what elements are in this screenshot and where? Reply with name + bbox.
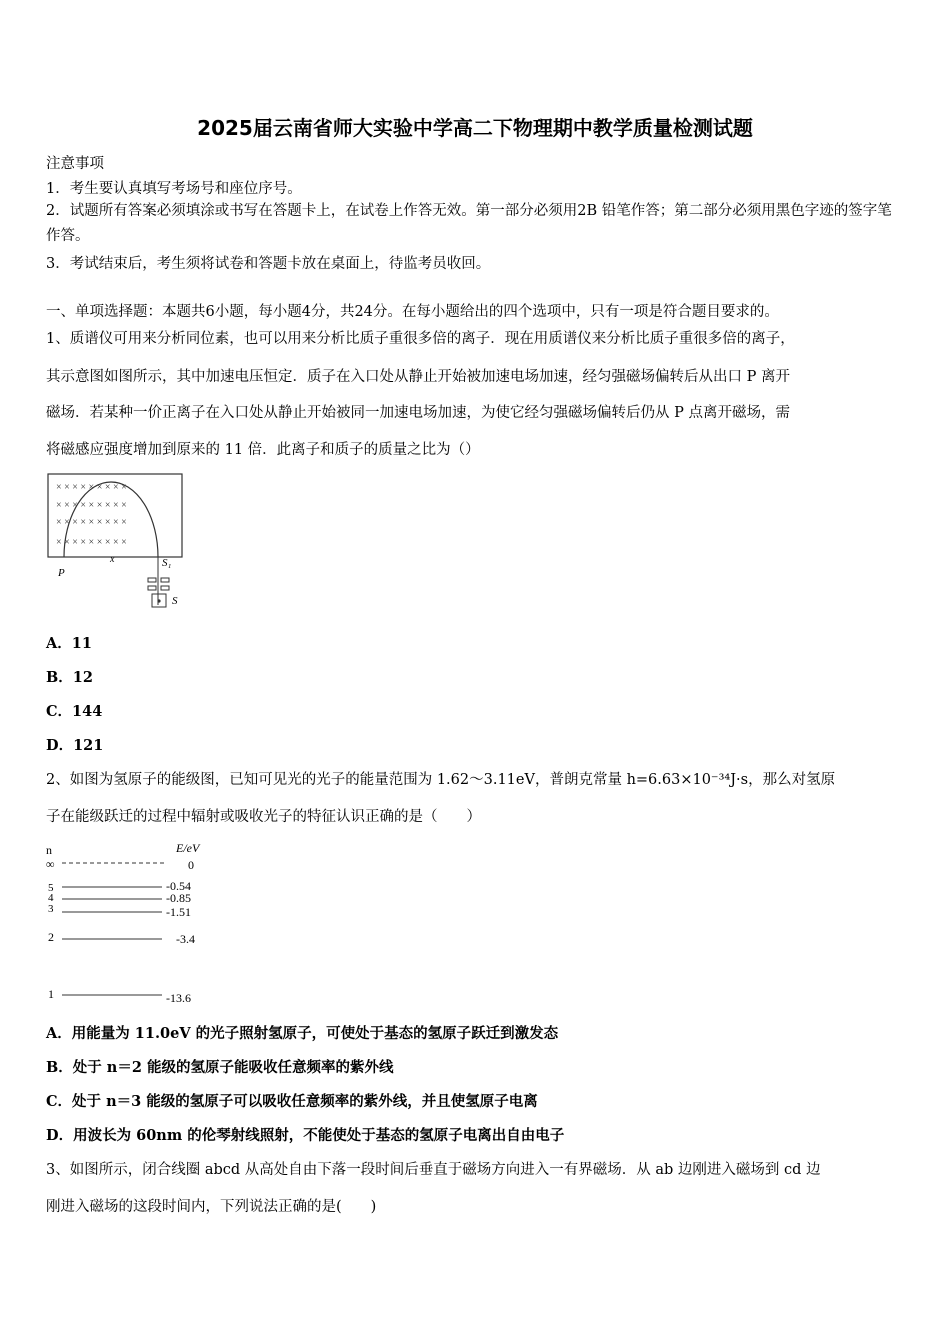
p-label: P	[58, 567, 65, 579]
svg-text:× × × × × × × × ×: × × × × × × × × ×	[56, 482, 127, 493]
notice-item: 2．试题所有答案必须填涂或书写在答题卡上，在试卷上作答无效。第一部分必须用2B 铅笔作答；第二部分必须用黑色字迹的签字笔作答。	[46, 203, 892, 244]
svg-text:× × × × × × × × ×: × × × × × × × × ×	[56, 500, 127, 511]
level-energy: -13.6	[166, 991, 191, 1005]
question-1-line: 1、质谱仪可用来分析同位素，也可以用来分析比质子重很多倍的离子．现在用质谱仪来分析比质子重很多倍的离子，	[46, 331, 795, 347]
option-d[interactable]: D．121	[46, 737, 104, 754]
question-1-line: 将磁感应强度增加到原来的 11 倍．此离子和质子的质量之比为（）	[46, 442, 480, 458]
option-d[interactable]: D．用波长为 60nm 的伦琴射线照射，不能使处于基态的氢原子电离出自由电子	[46, 1127, 565, 1144]
question-3-line: 3、如图所示，闭合线圈 abcd 从高处自由下落一段时间后垂直于磁场方向进入一有界磁场．从 ab 边刚进入磁场到 cd 边	[46, 1162, 821, 1178]
level-energy: -0.85	[166, 891, 191, 905]
notice-heading: 注意事项	[46, 156, 104, 172]
level-energy: -1.51	[166, 905, 191, 919]
level-n: 3	[48, 903, 54, 915]
energy-level-diagram	[44, 838, 224, 1008]
page-title: 2025届云南省师大实验中学高二下物理期中教学质量检测试题	[197, 116, 753, 140]
level-n: 4	[48, 892, 54, 904]
svg-text:× × × × × × × × ×: × × × × × × × × ×	[56, 537, 127, 548]
option-c[interactable]: C．处于 n＝3 能级的氢原子可以吸收任意频率的紫外线，并且使氢原子电离	[46, 1093, 538, 1110]
energy-axis-label: E/eV	[176, 841, 200, 855]
option-c[interactable]: C．144	[46, 703, 103, 720]
option-a[interactable]: A．11	[46, 635, 92, 652]
option-b[interactable]: B．处于 n＝2 能级的氢原子能吸收任意频率的紫外线	[46, 1059, 394, 1076]
level-n: 2	[48, 930, 54, 944]
svg-text:× × × × × × × × ×: × × × × × × × × ×	[56, 517, 127, 528]
level-n: 1	[48, 987, 54, 1001]
question-3-line: 刚进入磁场的这段时间内，下列说法正确的是( )	[46, 1199, 377, 1215]
level-energy: -0.54	[166, 879, 191, 893]
question-1-line: 其示意图如图所示，其中加速电压恒定．质子在入口处从静止开始被加速电场加速，经匀强磁场偏转后从出口 P 离开	[46, 369, 790, 385]
level-energy: -3.4	[176, 932, 195, 946]
option-a[interactable]: A．用能量为 11.0eV 的光子照射氢原子，可使处于基态的氢原子跃迁到激发态	[46, 1025, 559, 1042]
question-2-line: 子在能级跃迁的过程中辐射或吸收光子的特征认识正确的是（ ）	[46, 809, 481, 825]
s-label: S	[172, 595, 178, 607]
level-energy: 0	[188, 858, 194, 872]
question-1-line: 磁场．若某种一价正离子在入口处从静止开始被同一加速电场加速，为使它经匀强磁场偏转后仍从 P 点离开磁场，需	[46, 405, 790, 421]
x-label: x	[110, 554, 115, 565]
notice-item: 1．考生要认真填写考场号和座位序号。	[46, 181, 302, 197]
option-b[interactable]: B．12	[46, 669, 93, 686]
n-axis-label: n	[46, 843, 52, 857]
magnetic-field-crosses	[56, 482, 127, 548]
level-n: 5	[48, 882, 54, 894]
mass-spectrometer-figure	[44, 470, 194, 615]
notice-item: 3．考试结束后，考生须将试卷和答题卡放在桌面上，待监考员收回。	[46, 256, 491, 272]
question-2-line: 2、如图为氢原子的能级图，已知可见光的光子的能量范围为 1.62～3.11eV，普朗克常量 h=6.63×10⁻³⁴J·s，那么对氢原	[46, 772, 836, 788]
level-n: ∞	[46, 857, 55, 871]
s1-label: S₁	[162, 557, 172, 569]
section-heading: 一、单项选择题：本题共6小题，每小题4分，共24分。在每小题给出的四个选项中，只有一项是符合题目要求的。	[46, 304, 779, 320]
